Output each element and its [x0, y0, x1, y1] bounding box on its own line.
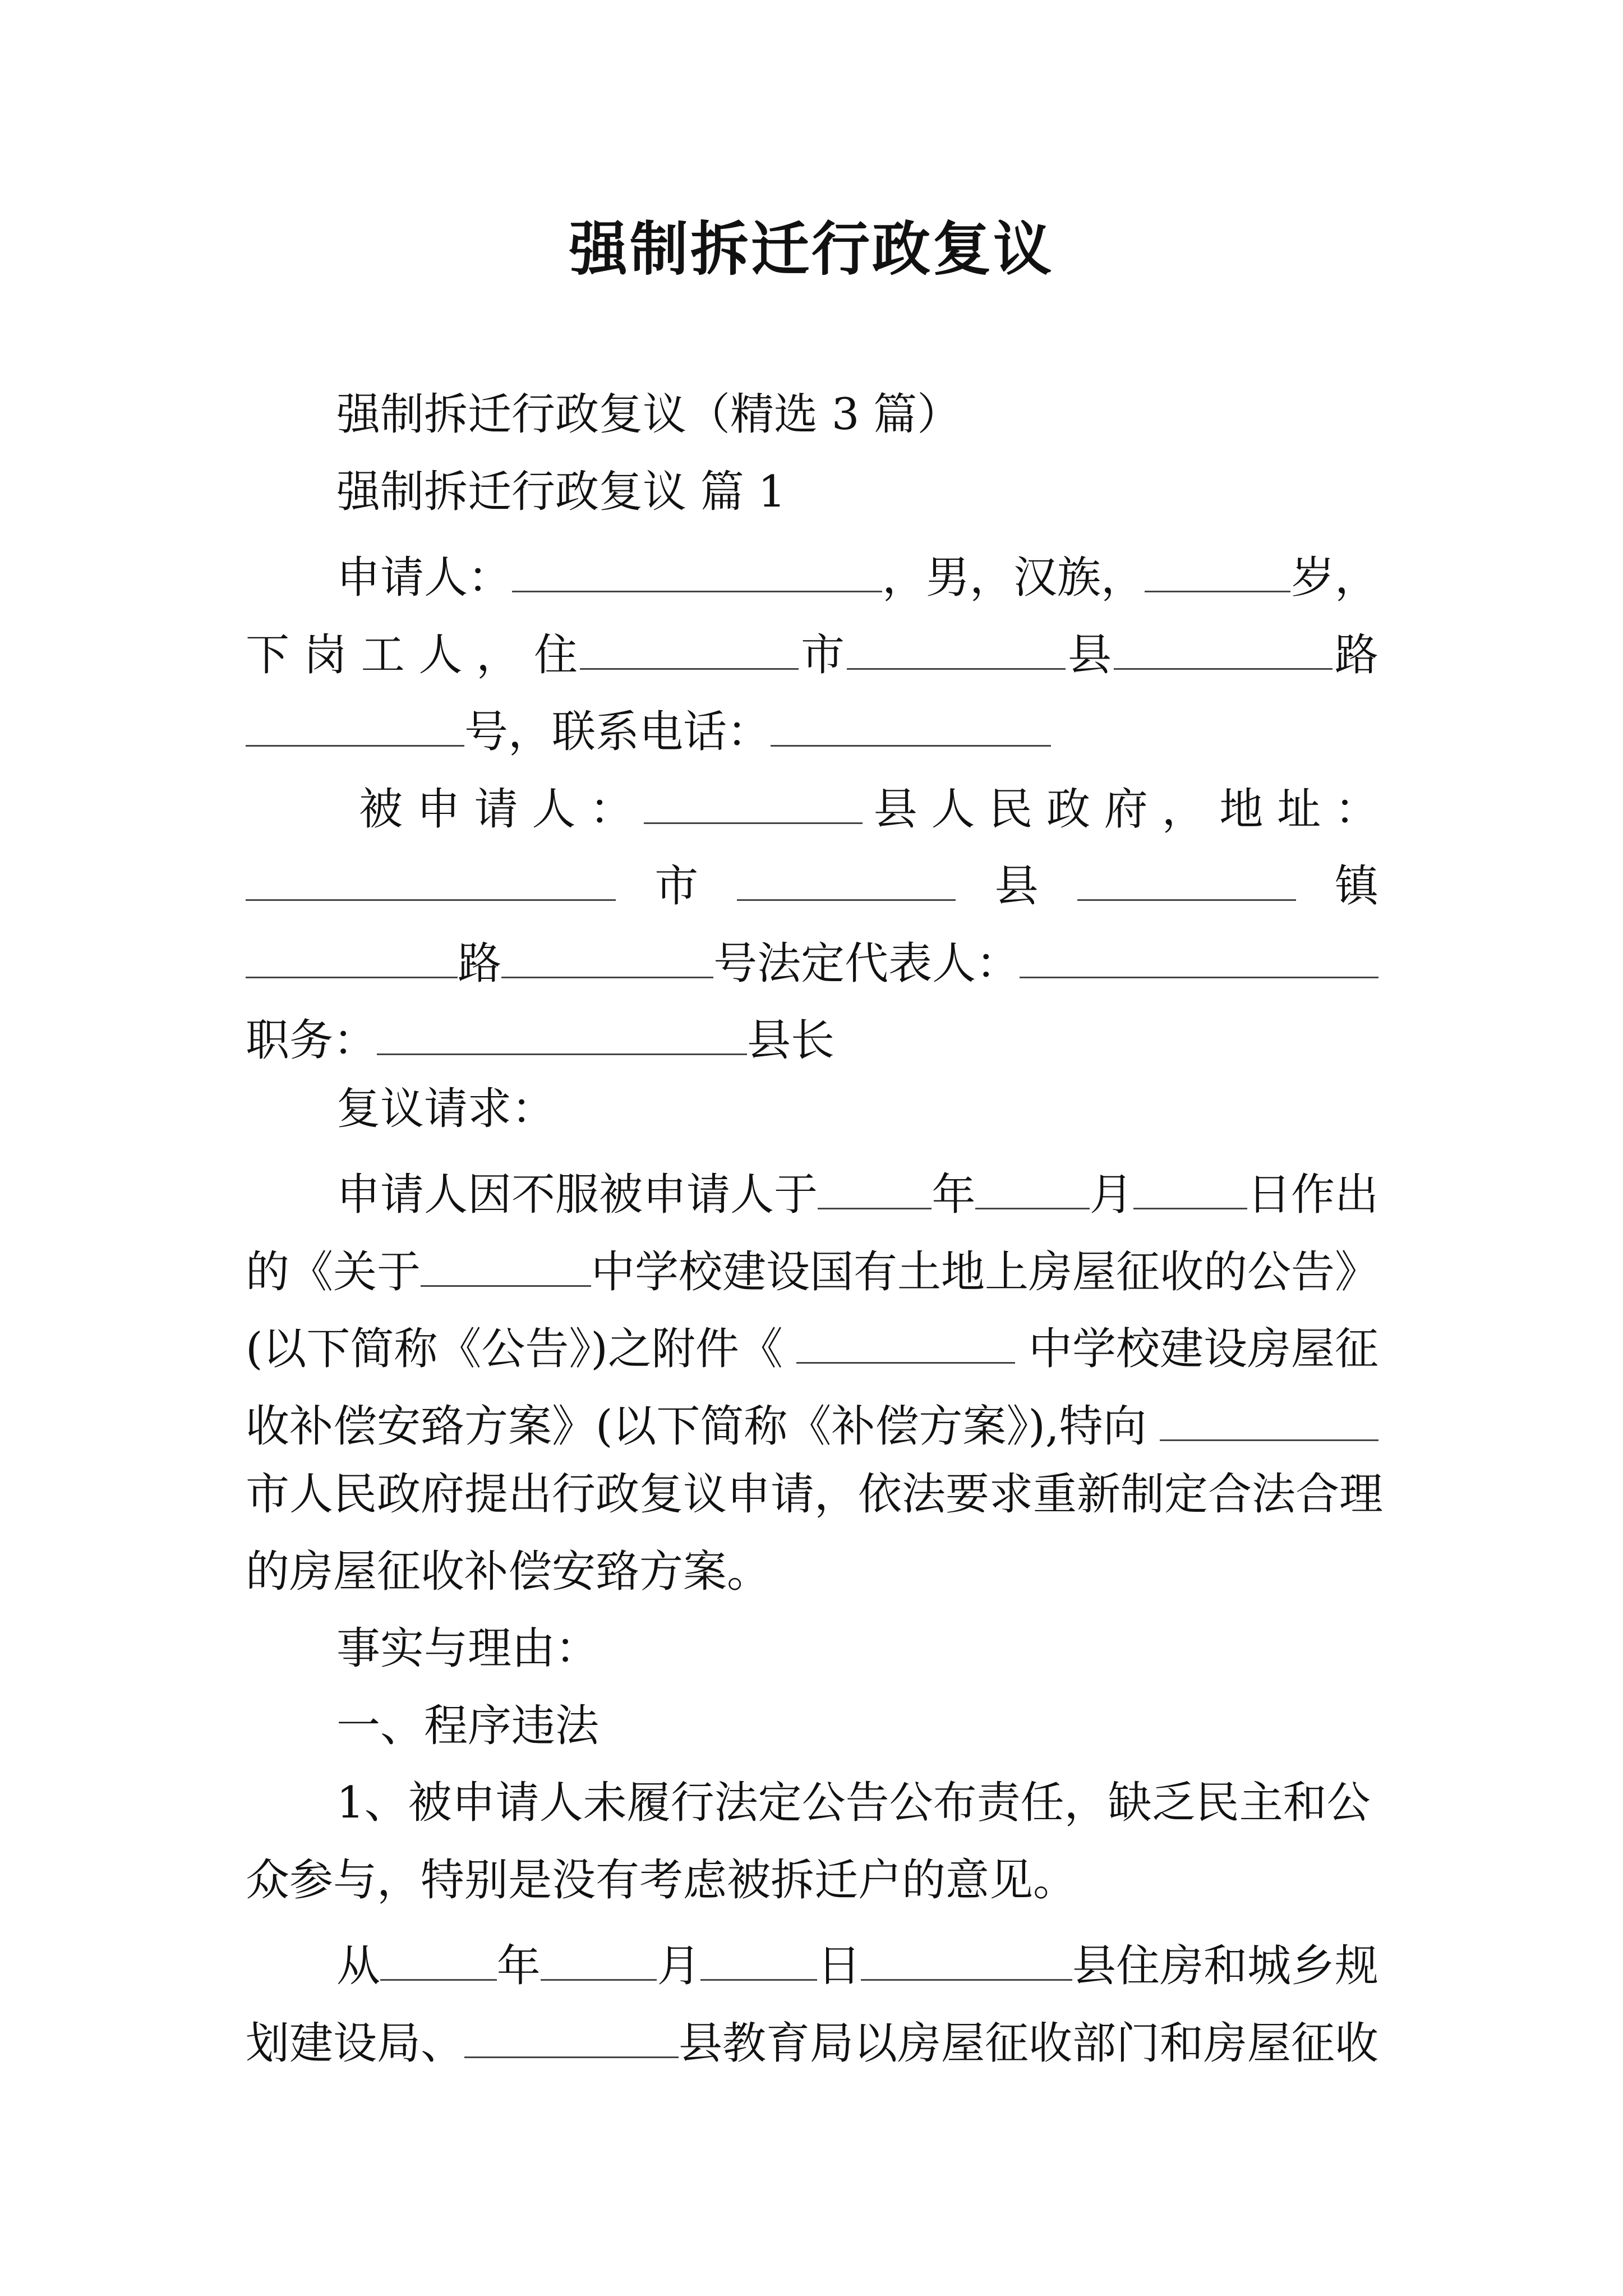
blank-field [796, 1318, 1015, 1364]
blank-field [246, 855, 616, 901]
respondent-line-2: 市 县 镇 [246, 855, 1378, 908]
respondent-label: 被 申 请 人 ： [359, 784, 634, 835]
point1-line-2: 众参与，特别是没有考虑被拆迁户的意见。 [246, 1855, 1077, 1906]
blank-field [861, 1935, 1072, 1981]
blank-field [1160, 1396, 1378, 1441]
blank-field [380, 1935, 497, 1981]
blank-field [246, 701, 464, 747]
blank-field [975, 1164, 1089, 1209]
blank-field [1133, 1164, 1247, 1209]
blank-field [421, 1241, 591, 1287]
subtitle: 强制拆迁行政复议（精选 3 篇） [336, 389, 961, 440]
respondent-line-3: 路 号法定代表人： [246, 933, 1378, 986]
from-line-2: 划建设局、 县教育局以房屋征收部门和房屋征收 [246, 2013, 1378, 2065]
blank-field [580, 624, 799, 670]
request-line-4: 收补偿安臵方案》(以下简称《补偿方案》),特向 [246, 1396, 1378, 1448]
request-heading: 复议请求： [336, 1084, 556, 1134]
request-line-1: 申请人因不服被申请人于 年 月 日作出 [336, 1164, 1378, 1217]
blank-field [1077, 855, 1296, 901]
applicant-line-2: 下 岗 工 人 ， 住 市 县 路 [246, 624, 1378, 677]
point1-line-1: 1、被申请人未履行法定公告公布责任，缺乏民主和公 [336, 1778, 1371, 1828]
blank-field [771, 701, 1051, 747]
blank-field [818, 1164, 932, 1209]
blank-field [512, 547, 882, 592]
blank-field [541, 1935, 657, 1981]
blank-field [847, 624, 1066, 670]
request-line-5: 市人民政府提出行政复议申请，依法要求重新制定合法合理 [246, 1469, 1384, 1520]
part1-heading: 一、程序违法 [336, 1701, 600, 1751]
applicant-line-3: 号，联系电话： [246, 701, 1051, 754]
blank-field [1114, 624, 1332, 670]
from-line-1: 从 年 月 日 县住房和城乡规 [336, 1935, 1378, 1988]
blank-field [501, 933, 713, 978]
request-line-6: 的房屋征收补偿安臵方案。 [246, 1547, 771, 1597]
blank-field [1145, 547, 1290, 592]
blank-field [644, 779, 863, 824]
blank-field [1020, 933, 1378, 978]
request-line-3: (以下简称《公告》)之附件《 中学校建设房屋征 [246, 1318, 1378, 1371]
respondent-line-4: 职务： 县长 [246, 1010, 834, 1062]
blank-field [737, 855, 956, 901]
blank-field [377, 1010, 747, 1055]
blank-field [246, 933, 458, 978]
section-heading: 强制拆迁行政复议 篇 1 [336, 467, 786, 517]
document-title: 强制拆迁行政复议 [569, 214, 1054, 283]
blank-field [700, 1935, 817, 1981]
facts-heading: 事实与理由： [336, 1623, 600, 1674]
applicant-label: 申请人： [336, 553, 512, 603]
request-line-2: 的《关于 中学校建设国有土地上房屋征收的公告》 [246, 1241, 1378, 1294]
applicant-line-1: 申请人： ，男，汉族， 岁， [336, 547, 1378, 600]
respondent-line-1: 被 申 请 人 ： 县 人 民 政 府 ， 地 址 ： [359, 779, 1378, 831]
blank-field [464, 2013, 679, 2058]
